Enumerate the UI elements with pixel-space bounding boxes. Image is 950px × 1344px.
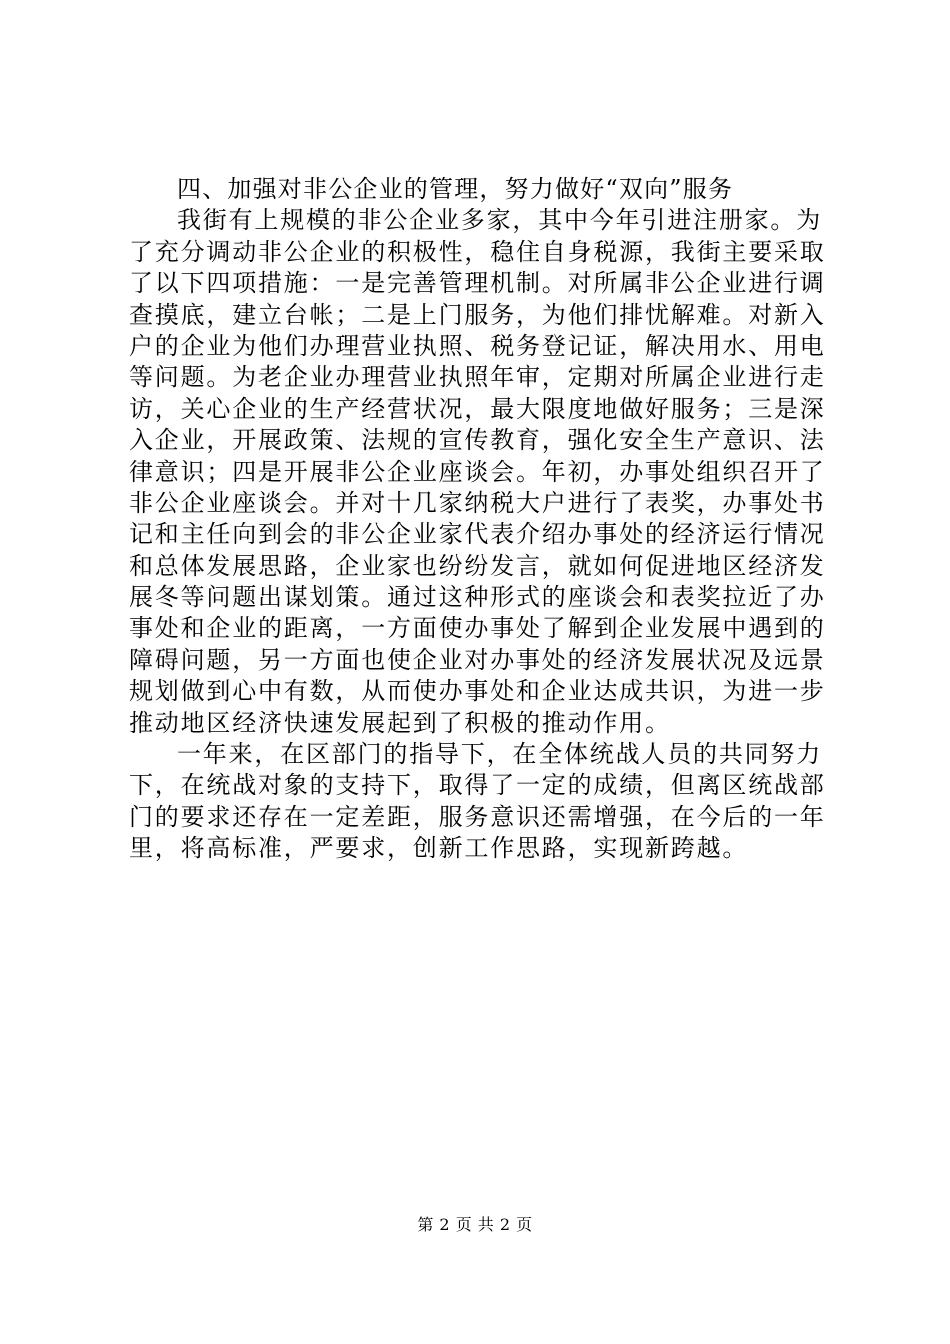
paragraph-line: 记和主任向到会的非公企业家代表介绍办事处的经济运行情况: [129, 520, 826, 549]
paragraph-line: 规划做到心中有数，从而使办事处和企业达成共识，为进一步: [129, 677, 826, 706]
paragraph-line: 了充分调动非公企业的积极性，稳住自身税源，我街主要采取: [129, 237, 826, 266]
paragraph-line: 和总体发展思路，企业家也纷纷发言，就如何促进地区经济发: [129, 551, 826, 580]
paragraph-line: 推动地区经济快速发展起到了积极的推动作用。: [129, 708, 671, 737]
page-number-footer: 第 2 页 共 2 页: [417, 1215, 533, 1234]
paragraph-line: 障碍问题，另一方面也使企业对办事处的经济发展状况及远景: [129, 645, 826, 674]
paragraph-line: 里，将高标准，严要求，创新工作思路，实现新跨越。: [129, 834, 749, 863]
paragraph-line: 查摸底，建立台帐；二是上门服务，为他们排忧解难。对新入: [129, 300, 826, 329]
paragraph-nonpublic-enterprises: [129, 205, 826, 739]
section-heading: 四、加强对非公企业的管理，努力做好“双向”服务: [177, 175, 734, 203]
paragraph-line: 我街有上规模的非公企业多家，其中今年引进注册家。为: [177, 206, 822, 235]
paragraph-line: 律意识；四是开展非公企业座谈会。年初，办事处组织召开了: [129, 457, 826, 486]
paragraph-summary: [129, 739, 826, 865]
paragraph-line: 了以下四项措施：一是完善管理机制。对所属非公企业进行调: [129, 269, 826, 298]
paragraph-line: 等问题。为老企业办理营业执照年审，定期对所属企业进行走: [129, 363, 826, 392]
paragraph-line: 下，在统战对象的支持下，取得了一定的成绩，但离区统战部: [129, 771, 826, 800]
paragraph-line: 入企业，开展政策、法规的宣传教育，强化安全生产意识、法: [129, 426, 826, 455]
paragraph-line: 访，关心企业的生产经营状况，最大限度地做好服务；三是深: [129, 394, 826, 423]
paragraph-line: 一年来，在区部门的指导下，在全体统战人员的共同努力: [177, 740, 822, 769]
paragraph-line: 非公企业座谈会。并对十几家纳税大户进行了表奖，办事处书: [129, 488, 826, 517]
paragraph-line: 户的企业为他们办理营业执照、税务登记证，解决用水、用电: [129, 331, 826, 360]
paragraph-line: 门的要求还存在一定差距，服务意识还需增强，在今后的一年: [129, 802, 826, 831]
paragraph-line: 展冬等问题出谋划策。通过这种形式的座谈会和表奖拉近了办: [129, 583, 826, 612]
paragraph-line: 事处和企业的距离，一方面使办事处了解到企业发展中遇到的: [129, 614, 826, 643]
document-body: [129, 174, 826, 865]
